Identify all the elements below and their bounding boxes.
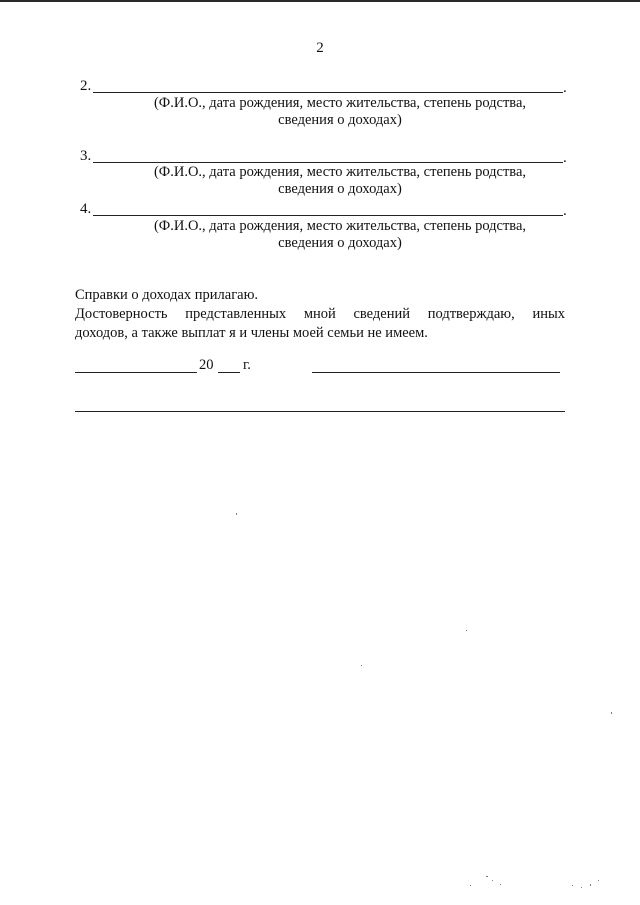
entry-line-dot: . (563, 203, 567, 219)
scan-speck (572, 885, 573, 886)
scan-speck (470, 885, 471, 886)
signature-name-line[interactable] (75, 411, 565, 412)
entry-fill-line[interactable] (93, 92, 563, 93)
date-day-month-line[interactable] (75, 372, 197, 373)
entry-caption (90, 164, 590, 198)
date-year-suffix: г. (243, 357, 251, 373)
entry-caption-line1: (Ф.И.О., дата рождения, место жительства, степень родства, (153, 95, 527, 111)
entry-number: 2. (80, 78, 92, 94)
scan-speck (590, 884, 591, 886)
entry-caption (90, 95, 590, 129)
scan-speck (466, 630, 467, 631)
entry-number: 3. (80, 148, 92, 164)
entry-caption (90, 218, 590, 252)
scan-speck (611, 712, 612, 714)
entry-line-dot: . (563, 150, 567, 166)
entry-fill-line[interactable] (93, 162, 563, 163)
entry-caption-line2: сведения о доходах) (278, 112, 402, 128)
entry-caption-line1: (Ф.И.О., дата рождения, место жительства, степень родства, (153, 218, 527, 234)
entry-caption-line2: сведения о доходах) (278, 235, 402, 251)
entry-fill-line[interactable] (93, 215, 563, 216)
attachment-statement: Справки о доходах прилагаю. (75, 287, 259, 303)
page-number: 2 (316, 40, 324, 56)
scan-speck (361, 665, 362, 666)
signature-line[interactable] (312, 372, 560, 373)
entry-caption-line1: (Ф.И.О., дата рождения, место жительства, степень родства, (153, 164, 527, 180)
page-top-edge (0, 0, 640, 2)
scan-speck (598, 880, 599, 881)
entry-caption-line2: сведения о доходах) (278, 181, 402, 197)
scan-speck (236, 513, 237, 515)
scan-speck (492, 880, 493, 881)
confirmation-line1: Достоверность представленных мной сведений подтверждаю, иных (75, 306, 565, 322)
date-year-prefix: 20 (199, 357, 214, 373)
scan-speck (486, 876, 488, 877)
scan-speck (581, 887, 582, 888)
entry-line-dot: . (563, 80, 567, 96)
scan-speck (500, 884, 501, 885)
date-year-line[interactable] (218, 372, 240, 373)
confirmation-line2: доходов, а также выплат я и члены моей семьи не имеем. (75, 325, 428, 341)
entry-number: 4. (80, 201, 92, 217)
